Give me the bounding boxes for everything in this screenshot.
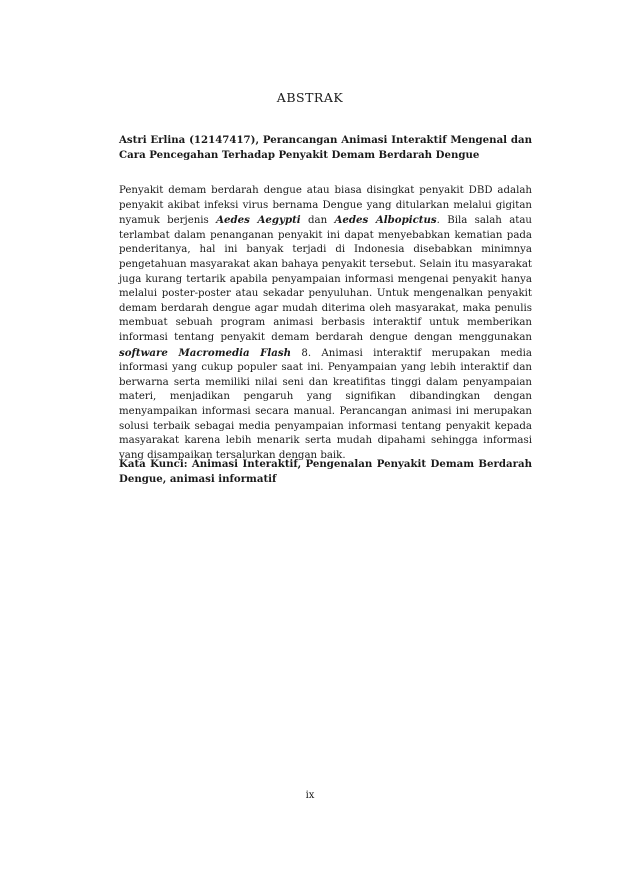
abstract-text-part-1: Penyakit demam berdarah dengue atau biasa disingkat penyakit DBD adalah penyakit akibat infeksi virus bernama Dengue yang ditularkan melalui gigitan nyamuk berjenis [119,185,532,227]
software-name: software Macromedia Flash [119,346,292,359]
abstract-text-part-4: 8. Animasi interaktif merupakan media informasi yang cukup populer saat ini. Penyampaian yang lebih interaktif dan berwarna serta memiliki nilai seni dan kreatifitas tinggi dalam penyampaian materi, menjadikan pengaruh yang signifikan dibandingkan dengan menyampaikan informasi secara manual. Perancangan animasi ini merupakan solusi terbaik sebagai media penyampaian informasi tentang penyakit kepada masyarakat karena lebih menarik serta mudah dipahami sehingga informasi yang disampaikan tersalurkan dengan baik. [119,347,532,461]
abstract-text-part-2: dan [300,215,335,227]
page-number: ix [305,790,315,801]
species-name-aegypti: Aedes Aegypti [216,214,301,227]
keywords-line: Kata Kunci: Animasi Interaktif, Pengenalan Penyakit Demam Berdarah Dengue, animasi informatif [119,458,532,485]
abstract-paragraph [119,184,532,463]
page-title: ABSTRAK [276,90,344,105]
abstract-text-part-3: . Bila salah atau terlambat dalam penanganan penyakit ini dapat menyebabkan kematian pada penderitanya, hal ini banyak terjadi di Indonesia disebabkan minimnya pengetahuan masyarakat akan bahaya penyakit tersebut. Selain itu masyarakat juga kurang tertarik apabila penyampaian informasi mengenai penyakit hanya melalui poster-poster atau sekadar penyuluhan. Untuk mengenalkan penyakit demam berdarah dengue agar mudah diterima oleh masyarakat, maka penulis membuat sebuah program animasi berbasis interaktif untuk memberikan informasi tentang penyakit demam berdarah dengue dengan menggunakan [119,215,532,343]
author-title-line: Astri Erlina (12147417), Perancangan Animasi Interaktif Mengenal dan Cara Pencegahan Terhadap Penyakit Demam Berdarah Dengue [119,134,532,161]
species-name-albopictus: Aedes Albopictus [334,214,437,227]
